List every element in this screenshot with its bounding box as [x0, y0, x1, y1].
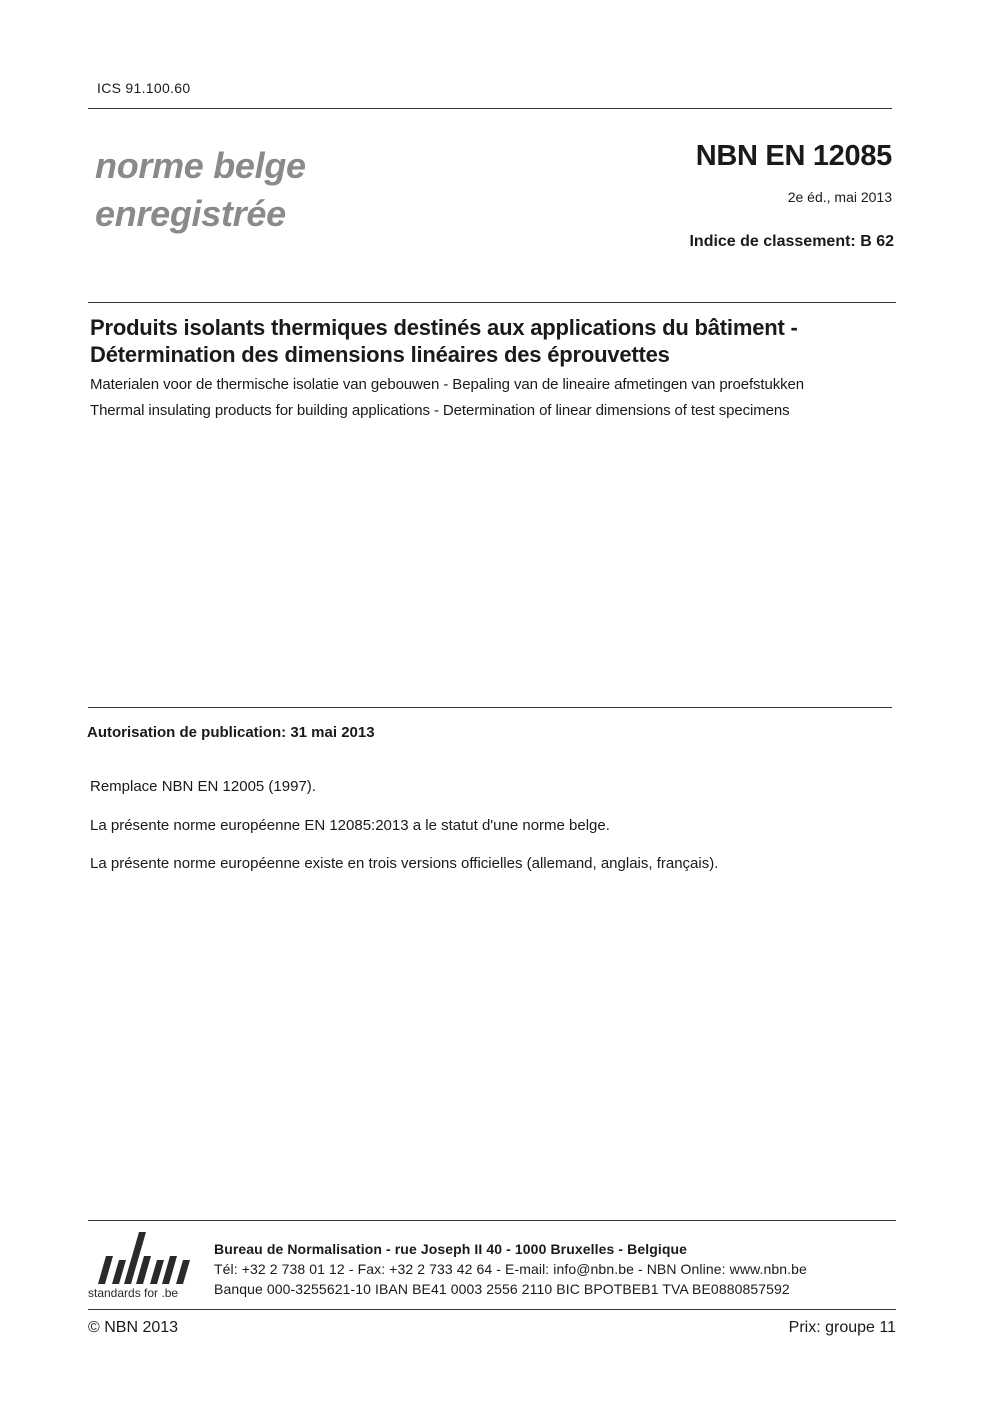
price-group: Prix: groupe 11 [788, 1319, 896, 1336]
norme-line-2: enregistrée [95, 193, 286, 234]
footer-contact: Tél: +32 2 738 01 12 - Fax: +32 2 733 42 64 - E-mail: info@nbn.be - NBN Online: www.nbn.be [214, 1261, 807, 1277]
status-paragraph: La présente norme européenne EN 12085:2013 a le statut d'une norme belge. [90, 817, 610, 834]
standard-number: NBN EN 12085 [695, 140, 892, 172]
norme-belge-label [95, 142, 306, 238]
publication-authorization: Autorisation de publication: 31 mai 2013 [87, 724, 375, 741]
versions-paragraph: La présente norme européenne existe en trois versions officielles (allemand, anglais, français). [90, 855, 719, 872]
title-divider [88, 302, 896, 303]
french-title-line-1: Produits isolants thermiques destinés aux applications du bâtiment - [90, 315, 798, 340]
dutch-title: Materialen voor de thermische isolatie van gebouwen - Bepaling van de lineaire afmetingen van proefstukken [90, 376, 805, 393]
french-title [90, 314, 798, 368]
bottom-divider [88, 1309, 896, 1310]
ics-code: ICS 91.100.60 [97, 80, 191, 96]
footer-bank: Banque 000-3255621-10 IBAN BE41 0003 2556 2110 BIC BPOTBEB1 TVA BE0880857592 [214, 1281, 790, 1297]
replaces-paragraph: Remplace NBN EN 12005 (1997). [90, 778, 316, 795]
english-title: Thermal insulating products for building applications - Determination of linear dimensions of test specimens [90, 402, 790, 419]
copyright: © NBN 2013 [88, 1319, 179, 1336]
footer-address: Bureau de Normalisation - rue Joseph II 40 - 1000 Bruxelles - Belgique [214, 1241, 688, 1257]
nbn-logo [88, 1226, 200, 1306]
edition-date: 2e éd., mai 2013 [787, 189, 892, 205]
footer-divider [88, 1220, 896, 1221]
classification-index: Indice de classement: B 62 [689, 233, 894, 250]
publication-divider [88, 707, 892, 708]
header-divider [88, 108, 892, 109]
french-title-line-2: Détermination des dimensions linéaires des éprouvettes [90, 342, 670, 367]
logo-tagline: standards for .be [88, 1286, 179, 1300]
norme-line-1: norme belge [95, 145, 306, 186]
